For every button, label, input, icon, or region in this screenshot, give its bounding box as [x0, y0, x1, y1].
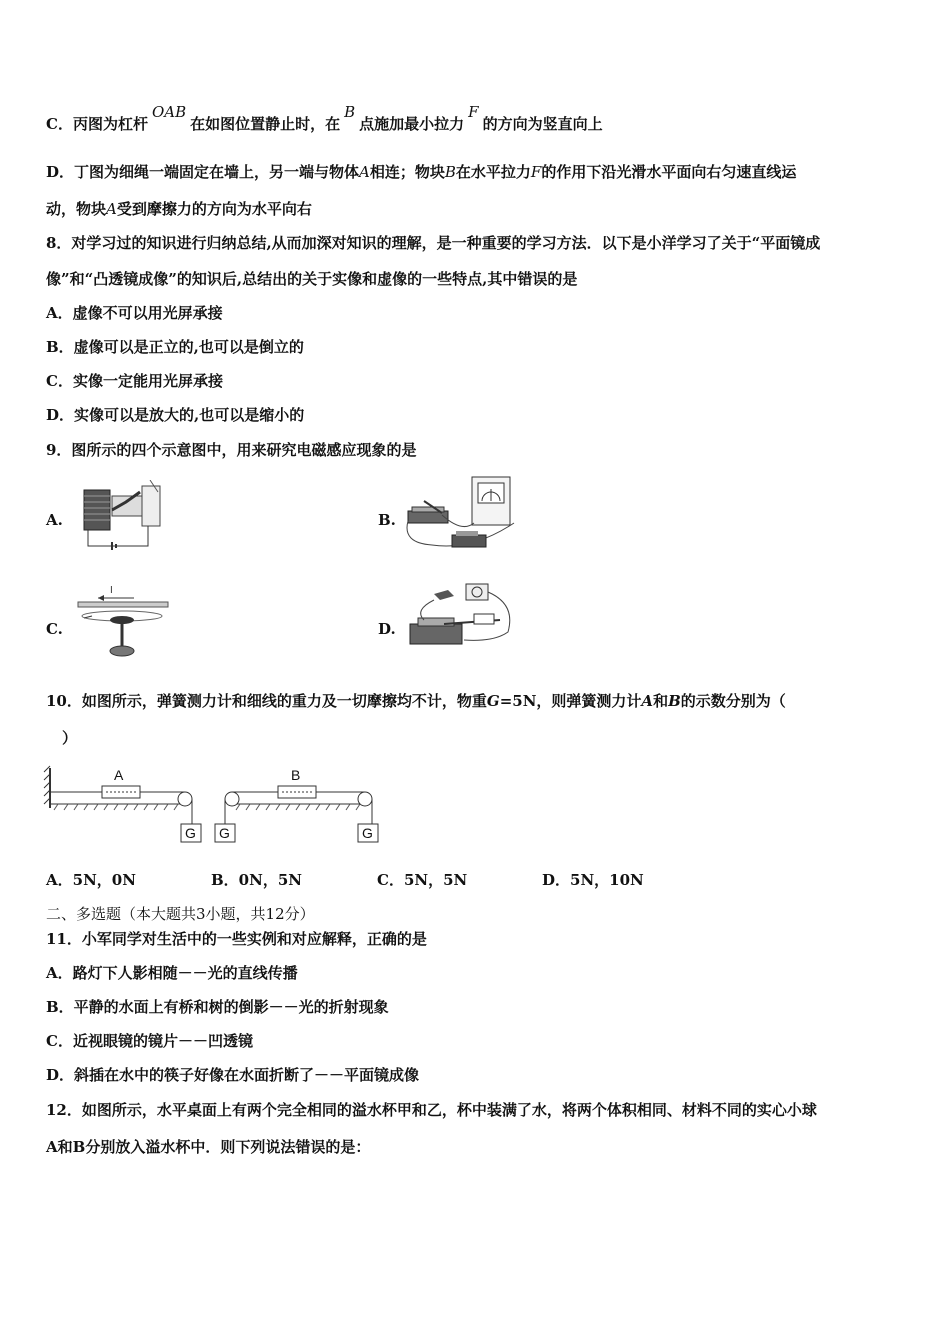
- q11-option-b: B．平静的水面上有桥和树的倒影－－光的折射现象: [46, 998, 389, 1016]
- q10-paren-close: ）: [62, 729, 78, 747]
- q8-option-c: C．实像一定能用光屏承接: [46, 372, 223, 390]
- q12-stem-line1: 12．如图所示，水平桌面上有两个完全相同的溢水杯甲和乙，杯中装满了水，将两个体积相同、材料不同的实心小球: [46, 1101, 817, 1119]
- q7-d-text-4: 的作用下沿光滑水平面向右匀速直线运: [541, 163, 797, 181]
- q7-c-text-2: 在如图位置静止时，在: [190, 115, 341, 133]
- q8-option-a: A．虚像不可以用光屏承接: [46, 304, 223, 322]
- q9-label-b: B.: [378, 511, 396, 529]
- q12-stem-line2: A和B分别放入溢水杯中．则下列说法错误的是：: [46, 1138, 371, 1156]
- q9-label-a: A.: [46, 511, 63, 529]
- q9-figure-d: [404, 580, 516, 652]
- q9-label-d: D.: [378, 620, 396, 638]
- q10-and: 和: [653, 692, 669, 710]
- q9-figure-a: [78, 480, 170, 558]
- label-b: B: [291, 767, 301, 783]
- q8-option-b: B．虚像可以是正立的,也可以是倒立的: [46, 338, 304, 356]
- q7-option-d-line1: [46, 162, 796, 182]
- q11-option-a: A．路灯下人影相随－－光的直线传播: [46, 964, 298, 982]
- q7-d-text-3: 在水平拉力: [455, 163, 531, 181]
- label-a: A: [114, 767, 124, 783]
- q9-label-c: C.: [46, 620, 63, 638]
- q8-stem-line1: 8．对学习过的知识进行归纳总结,从而加深对知识的理解，是一种重要的学习方法．以下是小洋学习了关于“平面镜成: [46, 234, 821, 252]
- var-a: A: [641, 692, 654, 710]
- q10-stem-text: 10．如图所示，弹簧测力计和细线的重力及一切摩擦均不计，物重: [46, 692, 487, 710]
- q11-option-c: C．近视眼镜的镜片－－凹透镜: [46, 1032, 253, 1050]
- q7-c-text: C．丙图为杠杆: [46, 115, 148, 133]
- var-oab: OAB: [151, 103, 187, 121]
- q7-d-text: D．丁图为细绳一端固定在墙上，另一端与物体: [46, 163, 360, 181]
- var-f: F: [530, 163, 542, 181]
- q10-stem: [46, 691, 786, 711]
- q7-c-text-3: 点施加最小拉力: [359, 115, 465, 133]
- current-label: I: [110, 585, 113, 596]
- var-a: A: [106, 200, 117, 218]
- q7-d2-text-2: 受到摩擦力的方向为水平向右: [116, 200, 312, 218]
- weight-g-right: G: [362, 825, 373, 841]
- q10-option-b: B．0N，5N: [211, 871, 302, 889]
- var-a: A: [359, 163, 370, 181]
- weight-g-left: G: [219, 825, 230, 841]
- q7-d2-text: 动，物块: [46, 200, 107, 218]
- q11-option-d: D．斜插在水中的筷子好像在水面折断了－－平面镜成像: [46, 1066, 420, 1084]
- q10-figure: [40, 762, 390, 846]
- q7-option-d-line2: [46, 199, 312, 219]
- q10-stem-text-3: 的示数分别为（: [680, 692, 786, 710]
- q7-c-text-4: 的方向为竖直向上: [482, 115, 603, 133]
- q7-option-c: [46, 103, 603, 134]
- q10-option-d: D．5N，10N: [542, 871, 644, 889]
- q7-d-text-2: 相连；物块: [369, 163, 445, 181]
- q11-stem: 11．小军同学对生活中的一些实例和对应解释，正确的是: [46, 930, 427, 948]
- var-b: B: [668, 692, 681, 710]
- weight-g: G: [185, 825, 196, 841]
- var-b: B: [344, 103, 356, 121]
- var-f: F: [468, 103, 479, 121]
- var-g: G: [486, 692, 500, 710]
- var-b: B: [444, 163, 456, 181]
- q9-figure-c: [76, 584, 172, 660]
- q10-stem-text-2: =5N，则弹簧测力计: [499, 692, 642, 710]
- q8-stem-line2: 像”和“凸透镜成像”的知识后,总结出的关于实像和虚像的一些特点,其中错误的是: [46, 270, 578, 288]
- q10-option-c: C．5N，5N: [377, 871, 468, 889]
- section-heading: 二、多选题（本大题共3小题，共12分）: [46, 905, 315, 923]
- q10-option-a: A．5N，0N: [46, 871, 136, 889]
- q9-figure-b: [402, 473, 520, 557]
- q8-option-d: D．实像可以是放大的,也可以是缩小的: [46, 406, 305, 424]
- q9-stem: 9．图所示的四个示意图中，用来研究电磁感应现象的是: [46, 441, 417, 459]
